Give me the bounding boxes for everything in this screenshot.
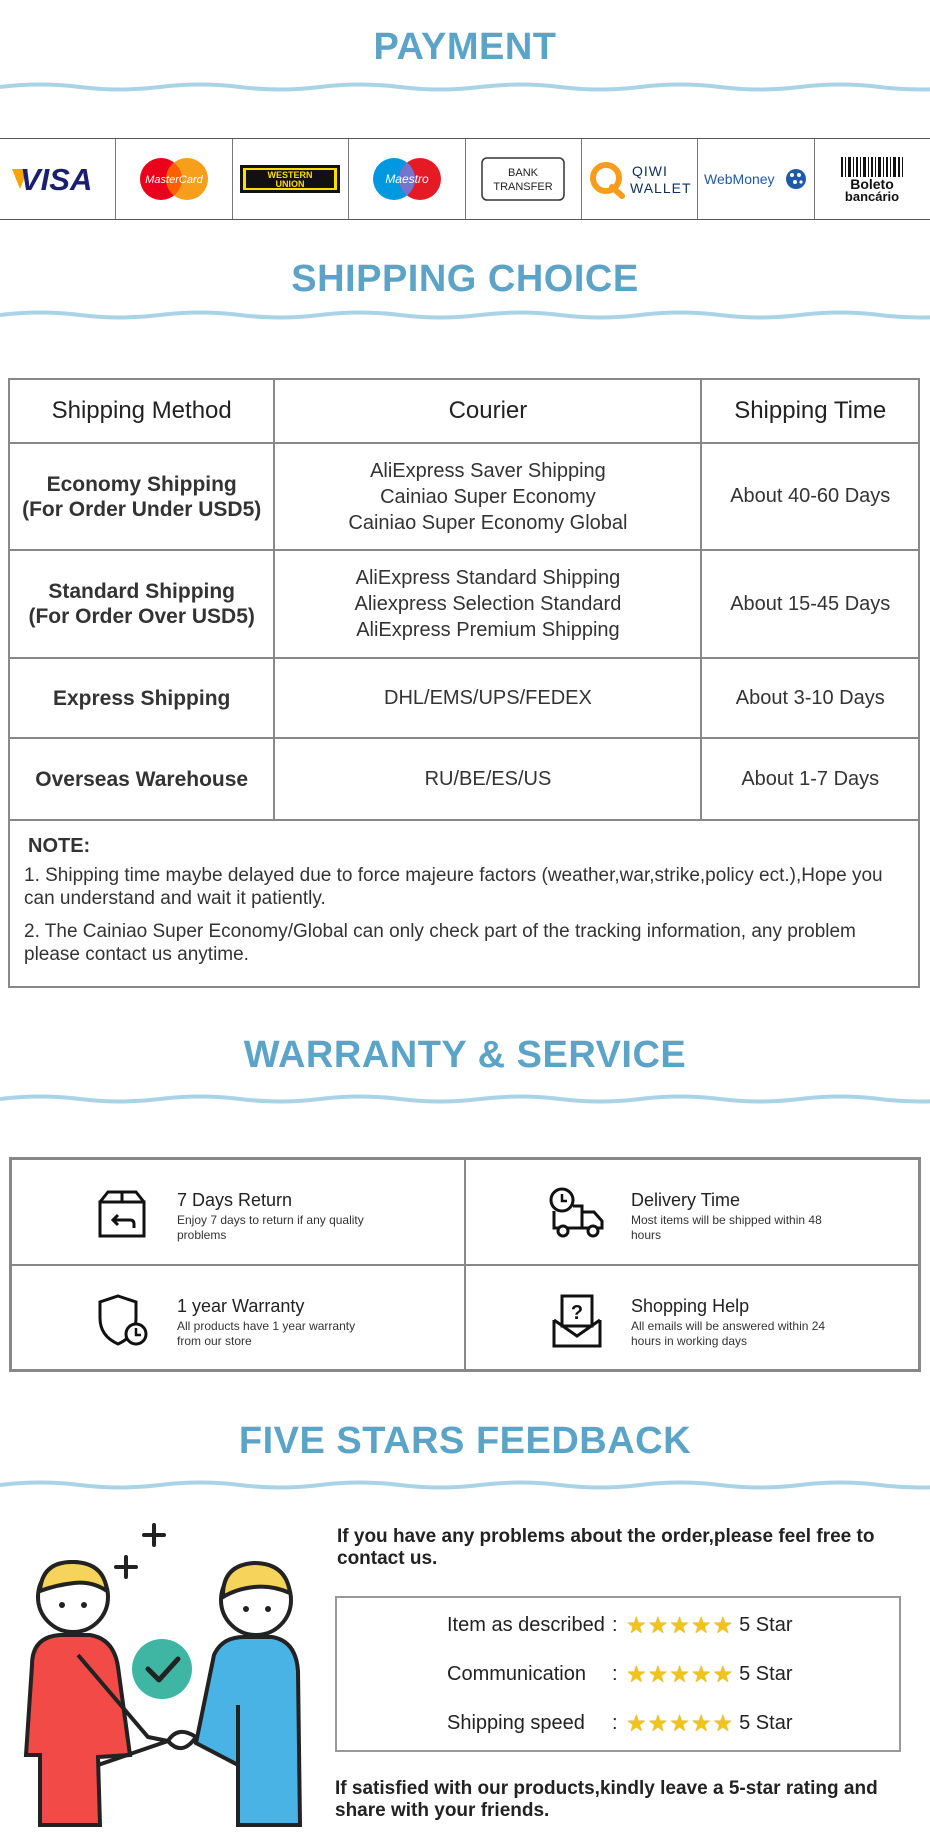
maestro-logo-icon xyxy=(370,156,444,202)
bancario-text: bancário xyxy=(845,189,900,203)
time-cell: About 40-60 Days xyxy=(701,443,919,550)
rating-stars xyxy=(626,1660,734,1687)
courier-name: AliExpress Premium Shipping xyxy=(356,619,620,641)
warranty-item-desc: Enjoy 7 days to return if any quality problems xyxy=(177,1213,364,1242)
western-text: WESTERN xyxy=(267,170,313,180)
courier-cell xyxy=(274,443,701,550)
rating-row xyxy=(447,1659,792,1689)
feedback-intro: If you have any problems about the order,please feel free to contact us. xyxy=(337,1526,875,1569)
method-name: Express Shipping xyxy=(53,686,231,710)
warranty-grid xyxy=(9,1157,921,1372)
warranty-item-delivery xyxy=(465,1159,919,1265)
method-condition: (For Order Under USD5) xyxy=(22,497,262,521)
courier-name: RU/BE/ES/US xyxy=(424,768,552,790)
webmoney-text: WebMoney xyxy=(703,171,775,187)
payment-western-union xyxy=(233,139,349,219)
rating-value: 5 Star xyxy=(739,1711,793,1734)
courier-name: AliExpress Standard Shipping xyxy=(355,567,621,589)
star-icon: ★ xyxy=(712,1660,734,1687)
time-cell: About 15-45 Days xyxy=(701,550,919,658)
warranty-item-title: Shopping Help xyxy=(631,1295,750,1316)
star-icon: ★ xyxy=(712,1709,734,1736)
rating-stars xyxy=(626,1611,734,1638)
star-icon: ★ xyxy=(647,1611,669,1638)
table-row xyxy=(9,443,919,550)
courier-name: Cainiao Super Economy Global xyxy=(348,511,628,534)
warranty-item-title: 1 year Warranty xyxy=(177,1295,305,1316)
warranty-item-desc: All products have 1 year warranty from our store xyxy=(177,1318,356,1348)
rating-value: 5 Star xyxy=(739,1662,793,1685)
courier-name: Cainiao Super Economy xyxy=(380,485,596,508)
rating-label: Item as described xyxy=(447,1613,605,1636)
feedback-title: FIVE STARS FEEDBACK xyxy=(238,1420,692,1462)
payment-mastercard xyxy=(116,139,232,219)
warranty-title: WARRANTY & SERVICE xyxy=(243,1034,687,1076)
method-name: Economy Shipping xyxy=(46,472,237,496)
svg-text:?: ? xyxy=(570,1301,584,1324)
time-cell: About 3-10 Days xyxy=(701,658,919,738)
payment-title: PAYMENT xyxy=(373,26,557,68)
handshake-illustration-icon xyxy=(18,1505,308,1835)
boleto-text: Boleto xyxy=(850,176,895,192)
table-row xyxy=(9,738,919,820)
warranty-item-title: Delivery Time xyxy=(631,1190,741,1210)
note-title: NOTE: xyxy=(28,835,91,857)
rating-colon: : xyxy=(612,1662,618,1685)
title-wave-divider xyxy=(0,80,930,94)
warranty-text xyxy=(177,1190,377,1243)
transfer-text: TRANSFER xyxy=(493,181,553,193)
shipping-table xyxy=(8,378,920,988)
rating-stars xyxy=(626,1709,734,1736)
star-icon: ★ xyxy=(669,1660,690,1687)
header-courier: Courier xyxy=(274,379,701,443)
method-name: Overseas Warehouse xyxy=(35,767,249,791)
star-icon: ★ xyxy=(690,1660,712,1687)
title-wave-divider xyxy=(0,308,930,322)
warranty-item-return xyxy=(11,1159,465,1265)
qiwi-text: QIWI xyxy=(631,163,668,179)
payment-visa xyxy=(0,139,116,219)
courier-name: DHL/EMS/UPS/FEDEX xyxy=(384,687,592,709)
method-cell xyxy=(9,443,274,550)
payment-boleto xyxy=(815,139,930,219)
method-cell xyxy=(9,658,274,738)
table-header-row xyxy=(9,379,919,443)
method-cell xyxy=(9,550,274,658)
time-cell: About 1-7 Days xyxy=(701,738,919,820)
mastercard-text: MasterCard xyxy=(145,174,203,186)
western-union-logo-icon xyxy=(240,164,340,194)
payment-methods-strip xyxy=(0,138,930,220)
delivery-truck-icon xyxy=(546,1184,606,1244)
payment-qiwi xyxy=(582,139,698,219)
warranty-item-title: 7 Days Return xyxy=(177,1190,293,1210)
shield-clock-icon xyxy=(92,1290,152,1350)
note-row xyxy=(9,820,919,987)
warranty-text xyxy=(177,1296,377,1349)
star-icon: ★ xyxy=(647,1709,669,1736)
shipping-title: SHIPPING CHOICE xyxy=(291,258,639,300)
rating-row xyxy=(447,1708,792,1738)
table-row xyxy=(9,658,919,738)
title-wave-divider xyxy=(0,1478,930,1492)
return-box-icon xyxy=(92,1184,152,1244)
bank-text: BANK xyxy=(508,167,539,179)
method-cell xyxy=(9,738,274,820)
mastercard-logo-icon xyxy=(137,156,211,202)
rating-colon: : xyxy=(612,1613,618,1636)
warranty-text xyxy=(631,1190,831,1243)
star-icon: ★ xyxy=(669,1611,690,1638)
boleto-logo-icon xyxy=(837,155,907,203)
star-icon: ★ xyxy=(712,1611,734,1638)
svg-text:VISA: VISA xyxy=(19,162,93,197)
maestro-text: Maestro xyxy=(385,172,429,186)
help-envelope-icon xyxy=(546,1290,606,1350)
webmoney-logo-icon xyxy=(704,162,808,196)
courier-cell xyxy=(274,738,701,820)
warranty-item-desc: Most items will be shipped within 48 hours xyxy=(631,1213,822,1242)
rating-value: 5 Star xyxy=(739,1613,793,1636)
header-shipping-method: Shipping Method xyxy=(9,379,274,443)
payment-webmoney xyxy=(698,139,814,219)
union-text: UNION xyxy=(275,179,305,189)
star-icon: ★ xyxy=(690,1611,712,1638)
warranty-item-warranty xyxy=(11,1265,465,1371)
note-line: 1. Shipping time maybe delayed due to force majeure factors (weather,war,strike,policy ect.),Hope you can understand and wait it patiently. xyxy=(24,865,883,909)
payment-bank-transfer xyxy=(466,139,582,219)
note-line: 2. The Cainiao Super Economy/Global can only check part of the tracking information, any problem please contact us anytime. xyxy=(24,921,856,965)
ratings-box xyxy=(335,1596,901,1752)
star-icon: ★ xyxy=(626,1611,647,1638)
bank-transfer-logo-icon xyxy=(480,156,566,202)
table-row xyxy=(9,550,919,658)
rating-colon: : xyxy=(612,1711,618,1734)
feedback-outro: If satisfied with our products,kindly leave a 5-star rating and share with your friends. xyxy=(335,1778,878,1821)
star-icon: ★ xyxy=(626,1709,647,1736)
courier-name: Aliexpress Selection Standard xyxy=(354,593,622,615)
courier-cell xyxy=(274,658,701,738)
courier-name: AliExpress Saver Shipping xyxy=(370,459,606,482)
note-cell xyxy=(9,820,919,987)
method-condition: (For Order Over USD5) xyxy=(28,605,255,628)
rating-row xyxy=(447,1610,792,1640)
visa-logo-icon xyxy=(10,159,106,199)
warranty-item-desc: All emails will be answered within 24 hours in working days xyxy=(631,1318,826,1348)
warranty-item-help xyxy=(465,1265,919,1371)
rating-label: Shipping speed xyxy=(447,1711,585,1734)
star-icon: ★ xyxy=(626,1660,647,1687)
courier-cell xyxy=(274,550,701,658)
method-name: Standard Shipping xyxy=(48,580,236,603)
header-shipping-time: Shipping Time xyxy=(701,379,919,443)
warranty-text xyxy=(631,1296,831,1349)
star-icon: ★ xyxy=(647,1660,669,1687)
payment-maestro xyxy=(349,139,465,219)
rating-label: Communication xyxy=(447,1662,586,1685)
star-icon: ★ xyxy=(690,1709,712,1736)
title-wave-divider xyxy=(0,1092,930,1106)
wallet-text: WALLET xyxy=(629,180,692,196)
qiwi-wallet-logo-icon xyxy=(588,158,692,200)
star-icon: ★ xyxy=(669,1709,690,1736)
